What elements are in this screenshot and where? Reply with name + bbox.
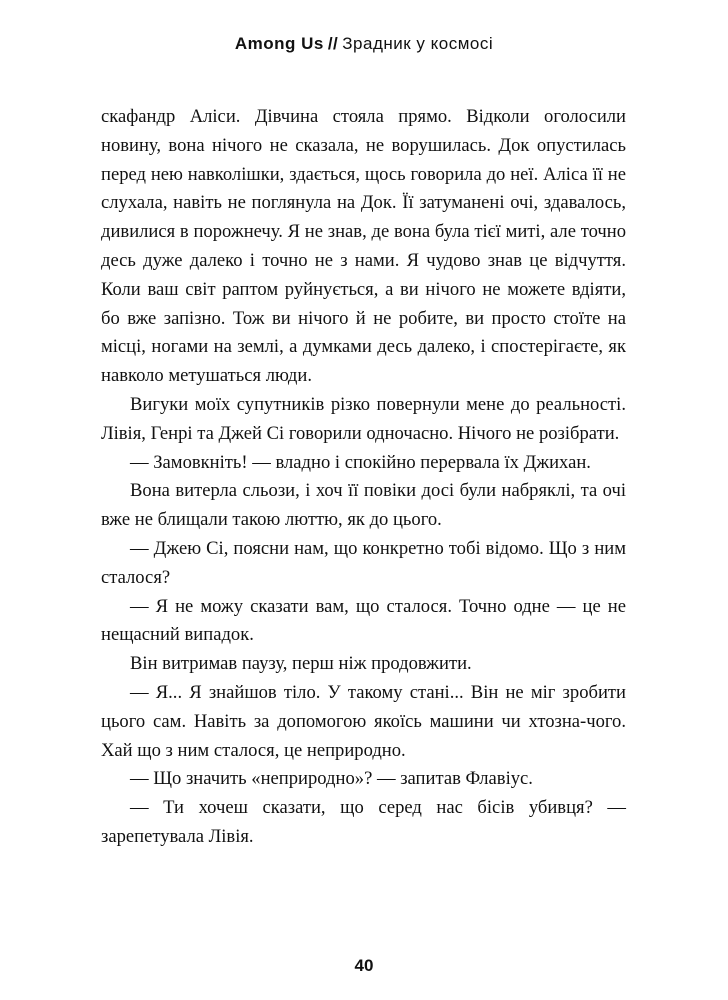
- book-title: Зрадник у космосі: [342, 34, 494, 53]
- dialogue-paragraph: — Джею Сі, поясни нам, що конкретно тобі відомо. Що з ним сталося?: [101, 537, 626, 588]
- paragraph: Вигуки моїх супутників різко повернули мене до реальності. Лівія, Генрі та Джей Сі говорили одночасно. Нічого не розібрати.: [101, 393, 626, 444]
- body-text: [101, 103, 626, 852]
- paragraph: скафандр Аліси. Дівчина стояла прямо. Відколи оголосили новину, вона нічого не сказала, не ворушилась. Док опустилась перед нею навколішки, здається, щось говорила до неї. Аліса її не слухала, навіть не поглянула на Док. Її затуманені очі, здавалось, дивилися в порожнечу. Я не знав, де вона була тієї миті, але точно десь дуже далеко і точно не з нами. Я чудово знав це відчуття. Коли ваш світ раптом руйнується, а ви нічого не можете вдіяти, бо вже запізно. Тож ви нічого й не робите, ви просто стоїте на місці, ногами на землі, а думками десь далеко, і спостерігаєте, як навколо метушаться люди.: [101, 106, 626, 387]
- paragraph: Він витримав паузу, перш ніж продовжити.: [130, 653, 472, 675]
- dialogue-paragraph: — Я не можу сказати вам, що сталося. Точно одне — це не нещасний випадок.: [101, 595, 626, 646]
- page-number: 40: [354, 956, 374, 975]
- dialogue-paragraph: — Я... Я знайшов тіло. У такому стані... Він не міг зробити цього сам. Навіть за допомогою якоїсь машини чи хтозна-чого. Хай що з ним сталося, це неприродно.: [101, 681, 626, 761]
- paragraph: Вона витерла сльози, і хоч її повіки досі були набряклі, та очі вже не блищали такою люттю, як до цього.: [101, 480, 626, 531]
- dialogue-paragraph: — Замовкніть! — владно і спокійно перервала їх Джихан.: [130, 451, 591, 473]
- book-series-title: Among Us: [234, 34, 324, 53]
- dialogue-paragraph: — Ти хочеш сказати, що серед нас бісів убивця? — зарепетувала Лівія.: [101, 797, 626, 847]
- title-separator: //: [327, 34, 339, 53]
- running-head: [0, 34, 728, 54]
- dialogue-paragraph: — Що значить «неприродно»? — запитав Флавіус.: [130, 768, 533, 790]
